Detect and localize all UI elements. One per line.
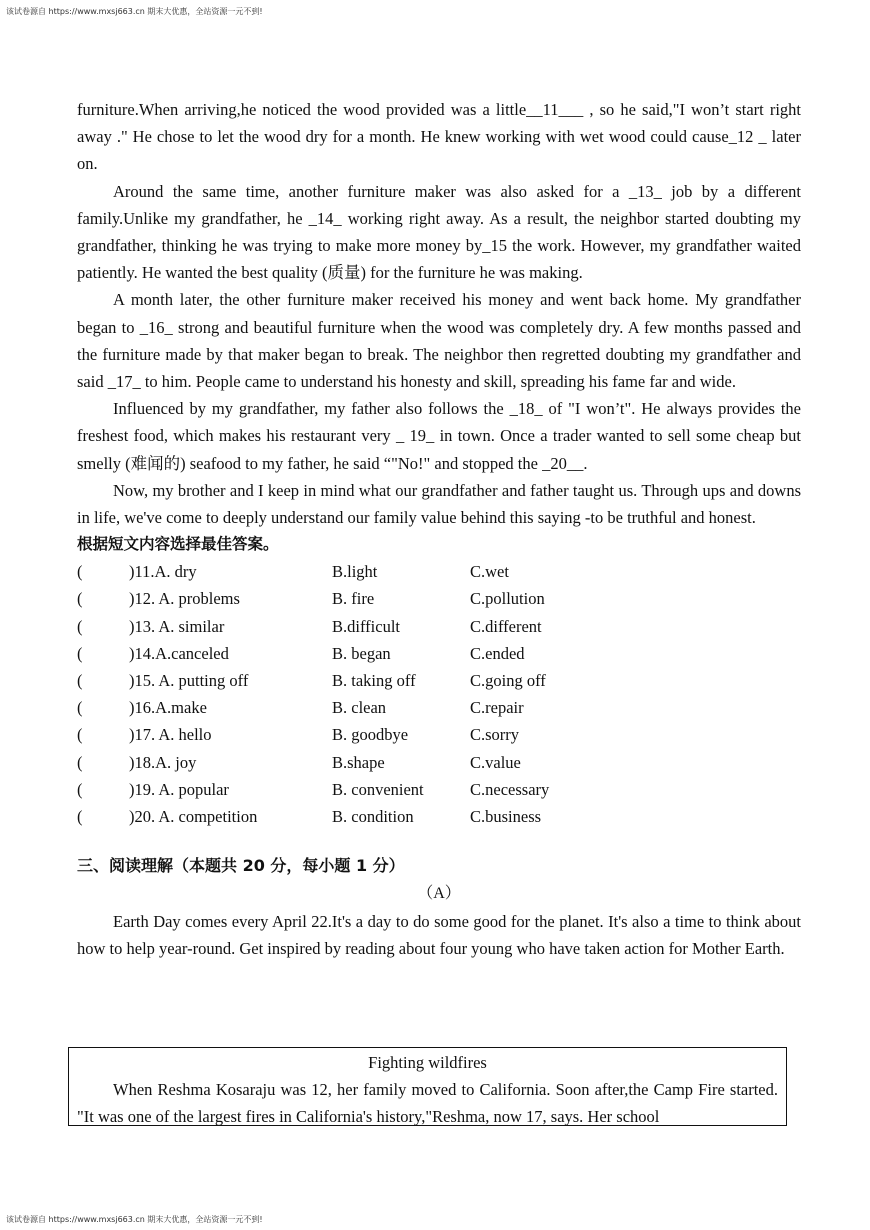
- question-row: [77, 803, 801, 830]
- question-row: [77, 585, 801, 612]
- option-b: B. goodbye: [332, 725, 409, 745]
- question-row: [77, 749, 801, 776]
- option-a: )13. A. similar: [129, 616, 225, 636]
- answer-blank: (: [77, 698, 83, 718]
- answer-blank: (: [77, 807, 83, 827]
- option-c: C.business: [470, 807, 542, 827]
- option-a: )14.A.canceled: [129, 643, 229, 663]
- option-c: C.value: [470, 752, 521, 772]
- option-a: )15. A. putting off: [129, 671, 249, 691]
- question-list: [77, 558, 801, 830]
- option-c: C.necessary: [470, 779, 550, 799]
- watermark-top: 该试卷源自 https://www.mxsj663.cn 期末大优惠，全站资源一元不到!: [6, 7, 263, 16]
- passage-paragraph-2: Around the same time, another furniture maker was also asked for a _13_ job by a different family.Unlike my grandfather, he _14_ working right away. As a result, the neighbor started doubting my grandfather, thinking he was trying to make more money by_15 the work. However, my grandfather waited patiently. He wanted the best quality (质量) for the furniture he was making.: [77, 181, 801, 283]
- option-b: B. condition: [332, 807, 414, 827]
- answer-blank: (: [77, 779, 83, 799]
- watermark-bottom: 该试卷源自 https://www.mxsj663.cn 期末大优惠，全站资源一元不到!: [6, 1215, 263, 1224]
- page-content: [77, 96, 801, 963]
- option-b: B.difficult: [332, 616, 400, 636]
- part-label: （A）: [417, 885, 461, 903]
- option-c: C.wet: [470, 562, 509, 582]
- option-a: )20. A. competition: [129, 807, 258, 827]
- question-row: [77, 613, 801, 640]
- question-row: [77, 776, 801, 803]
- answer-blank: (: [77, 643, 83, 663]
- option-c: C.different: [470, 616, 542, 636]
- option-b: B. fire: [332, 589, 375, 609]
- instruction-heading: 根据短文内容选择最佳答案。: [77, 535, 279, 554]
- answer-blank: (: [77, 752, 83, 772]
- article-text: When Reshma Kosaraju was 12, her family moved to California. Soon after,the Camp Fire started. "It was one of the largest fires in California's history,"Reshma, now 17, says. Her school: [77, 1080, 778, 1127]
- answer-blank: (: [77, 589, 83, 609]
- option-a: )19. A. popular: [129, 779, 229, 799]
- answer-blank: (: [77, 616, 83, 636]
- answer-blank: (: [77, 562, 83, 582]
- option-a: )17. A. hello: [129, 725, 212, 745]
- option-b: B.light: [332, 562, 378, 582]
- reading-intro: Earth Day comes every April 22.It's a day to do some good for the planet. It's also a time to think about how to help year-round. Get inspired by reading about four young who have taken action for Mother Earth.: [77, 912, 801, 959]
- option-c: C.going off: [470, 671, 546, 691]
- answer-blank: (: [77, 725, 83, 745]
- option-c: C.repair: [470, 698, 524, 718]
- option-c: C.sorry: [470, 725, 520, 745]
- option-a: )11.A. dry: [129, 562, 197, 582]
- passage-paragraph-4: Influenced by my grandfather, my father also follows the _18_ of "I won’t". He always provides the freshest food, which makes his restaurant very _ 19_ in town. Once a trader wanted to sell some cheap but smelly (难闻的) seafood to my father, he said “"No!" and stopped the _20__.: [77, 399, 801, 473]
- question-row: [77, 694, 801, 721]
- article-title: Fighting wildfires: [368, 1053, 487, 1072]
- option-b: B. clean: [332, 698, 387, 718]
- question-row: [77, 667, 801, 694]
- option-a: )16.A.make: [129, 698, 207, 718]
- option-c: C.ended: [470, 643, 525, 663]
- passage-paragraph-1: furniture.When arriving,he noticed the wood provided was a little__11___ , so he said,"I won’t start right away ." He chose to let the wood dry for a month. He knew working with wet wood could cause_12 _ later on.: [77, 100, 801, 174]
- passage-paragraph-5: Now, my brother and I keep in mind what our grandfather and father taught us. Through ups and downs in life, we've come to deeply understand our family value behind this saying -to be truthful and honest.: [77, 480, 801, 528]
- passage-paragraph-3: A month later, the other furniture maker received his money and went back home. My grandfather began to _16_ strong and beautiful furniture when the wood was completely dry. A few months passed and the furniture made by that maker began to break. The neighbor then regretted doubting my grandfather and said _17_ to him. People came to understand his honesty and skill, spreading his fame far and wide.: [77, 290, 801, 392]
- option-a: )12. A. problems: [129, 589, 240, 609]
- option-b: B.shape: [332, 752, 385, 772]
- option-a: )18.A. joy: [129, 752, 197, 772]
- option-b: B. began: [332, 643, 391, 663]
- article-box: [68, 1047, 787, 1126]
- question-row: [77, 558, 801, 585]
- option-b: B. taking off: [332, 671, 416, 691]
- section-title: 三、阅读理解（本题共 20 分，每小题 1 分）: [77, 856, 405, 876]
- answer-blank: (: [77, 671, 83, 691]
- question-row: [77, 721, 801, 748]
- question-row: [77, 640, 801, 667]
- option-b: B. convenient: [332, 779, 424, 799]
- option-c: C.pollution: [470, 589, 545, 609]
